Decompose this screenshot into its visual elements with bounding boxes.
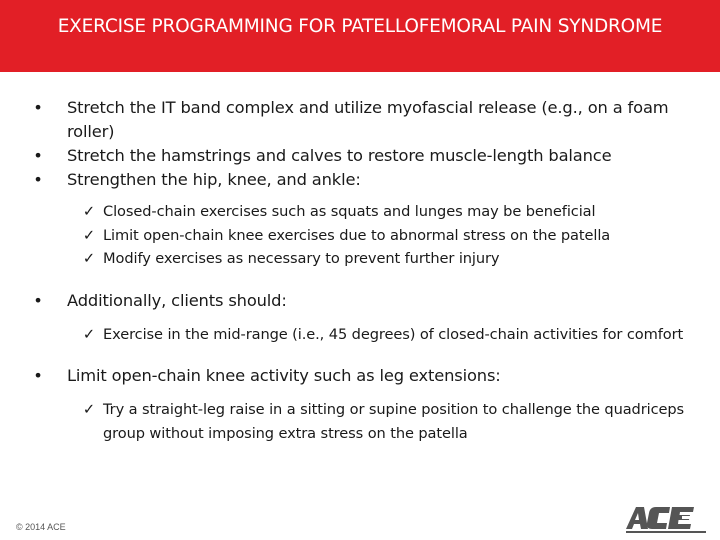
checkmark-icon: ✓: [82, 250, 96, 267]
bullet-text: Limit open-chain knee activity such as leg extensions:: [67, 366, 501, 385]
sub-bullet-item: [0, 398, 720, 445]
bullet-text: Additionally, clients should:: [67, 290, 287, 310]
bullet-item: [0, 168, 720, 192]
checkmark-icon: ✓: [82, 203, 96, 220]
bullet-text: Strengthen the hip, knee, and ankle:: [67, 170, 361, 189]
checkmark-icon: ✓: [82, 226, 96, 244]
bullet-icon: •: [33, 366, 43, 385]
sub-bullet-text: Try a straight-leg raise in a sitting or supine position to challenge the quadriceps group without imposing extra stress on the patella: [103, 401, 685, 442]
checkmark-icon: ✓: [82, 401, 96, 418]
sub-bullet-text: Exercise in the mid-range (i.e., 45 degrees) of closed-chain activities for comfort: [103, 325, 684, 343]
bullet-text: Stretch the IT band complex and utilize myofascial release (e.g., on a foam roller): [67, 98, 669, 141]
copyright-text: © 2014 ACE: [16, 522, 66, 532]
ace-logo-icon: [622, 503, 710, 535]
sub-bullet-text: Limit open-chain knee exercises due to abnormal stress on the patella: [103, 226, 611, 244]
bullet-item: [0, 144, 720, 168]
sub-bullet-text: Modify exercises as necessary to prevent further injury: [103, 250, 500, 267]
sub-bullet-item: [0, 247, 720, 271]
sub-bullet-text: Closed-chain exercises such as squats and lunges may be beneficial: [103, 203, 596, 220]
sub-bullet-item: [0, 200, 720, 224]
bullet-text: Stretch the hamstrings and calves to restore muscle-length balance: [67, 146, 612, 165]
title-bar: [0, 0, 720, 72]
bullet-item: [0, 289, 720, 313]
slide-title: EXERCISE PROGRAMMING FOR PATELLOFEMORAL PAIN SYNDROME: [57, 16, 663, 37]
bullet-icon: •: [33, 98, 43, 117]
bullet-icon: •: [33, 170, 43, 189]
bullet-item: [0, 96, 720, 144]
checkmark-icon: ✓: [82, 325, 96, 343]
sub-bullet-item: [0, 323, 720, 347]
sub-bullet-item: [0, 224, 720, 248]
bullet-icon: •: [33, 146, 43, 165]
slide-body: [0, 96, 720, 445]
bullet-item: [0, 364, 720, 388]
bullet-icon: •: [33, 290, 43, 310]
